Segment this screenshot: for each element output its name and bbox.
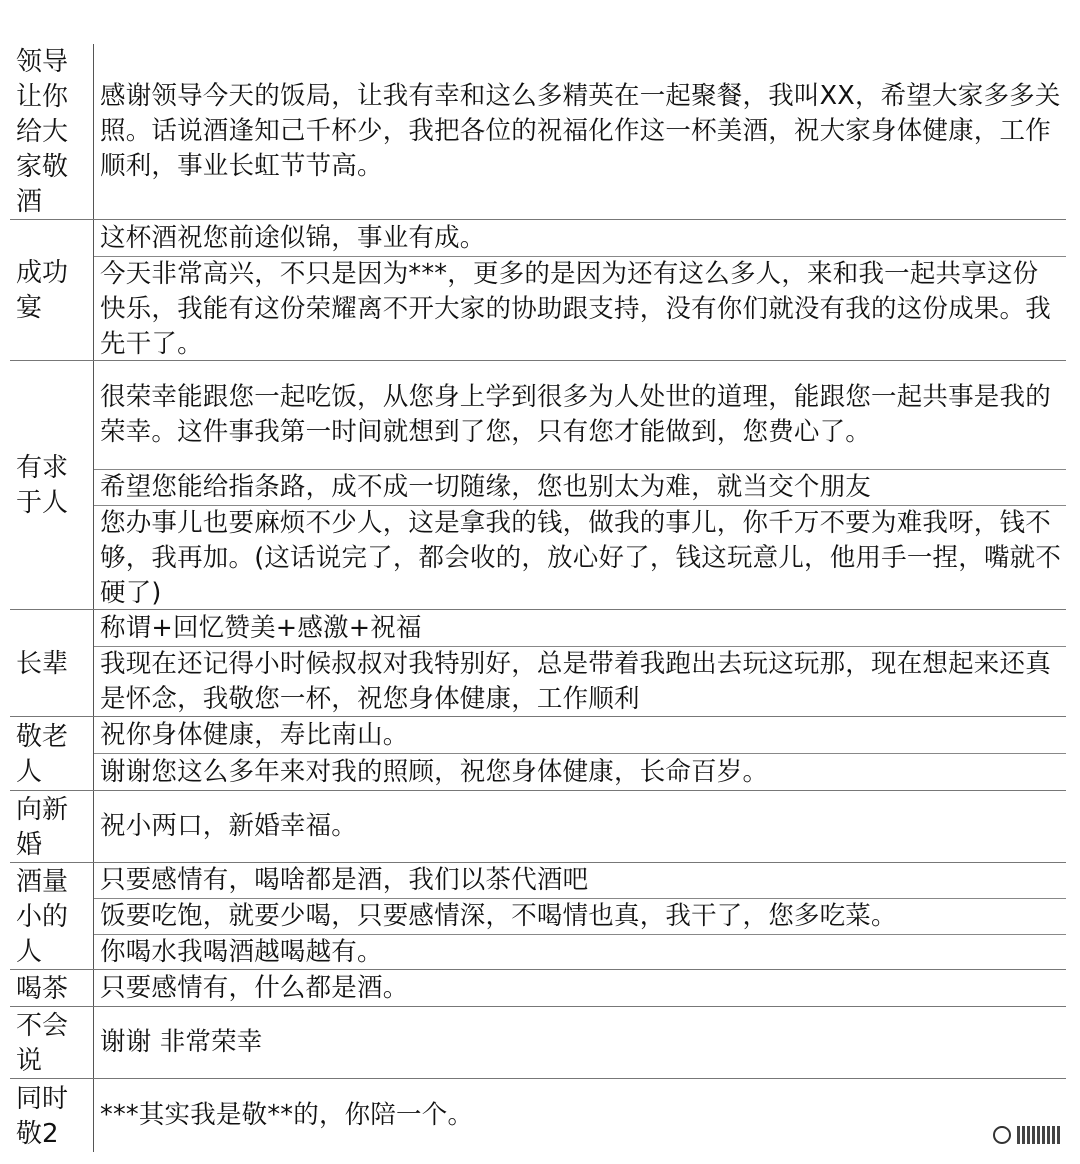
category-cell: 不会说 bbox=[10, 1007, 94, 1078]
toast-text: 只要感情有，喝啥都是酒，我们以茶代酒吧 bbox=[94, 863, 1066, 899]
toast-text: 你喝水我喝酒越喝越有。 bbox=[100, 937, 383, 967]
table-row bbox=[10, 361, 1066, 610]
category-cell: 长辈 bbox=[10, 610, 94, 716]
toast-text: 您办事儿也要麻烦不少人，这是拿我的钱，做我的事儿，你千万不要为难我呀，钱不够，我再加。(这话说完了，都会收的，放心好了，钱这玩意儿，他用手一捏，嘴就不硬了) bbox=[100, 508, 1062, 608]
watermark-logo bbox=[993, 1126, 1060, 1144]
category-cell: 成功宴 bbox=[10, 220, 94, 360]
toast-text: 感谢领导今天的饭局，让我有幸和这么多精英在一起聚餐，我叫XX，希望大家多多关照。话说酒逢知己千杯少，我把各位的祝福化作这一杯美酒，祝大家身体健康，工作顺利，事业长虹节节高。 bbox=[100, 81, 1061, 181]
circle-icon bbox=[993, 1126, 1011, 1144]
toast-text: 今天非常高兴，不只是因为***，更多的是因为还有这么多人，来和我一起共享这份快乐，我能有这份荣耀离不开大家的协助跟支持，没有你们就没有我的这份成果。我先干了。 bbox=[100, 259, 1051, 359]
toast-text: 饭要吃饱，就要少喝，只要感情深，不喝情也真，我干了，您多吃菜。 bbox=[94, 899, 1066, 935]
toast-text: 称谓+回忆赞美+感激+祝福 bbox=[94, 610, 1066, 647]
bars-icon bbox=[1017, 1126, 1060, 1144]
category-cell: 酒量小的人 bbox=[10, 863, 94, 969]
toast-text: 祝小两口，新婚幸福。 bbox=[100, 811, 358, 841]
table-row bbox=[10, 1079, 1066, 1152]
toast-table bbox=[10, 44, 1066, 1152]
toast-text: 这杯酒祝您前途似锦，事业有成。 bbox=[94, 220, 1066, 257]
table-row bbox=[10, 970, 1066, 1007]
toast-text: 我现在还记得小时候叔叔对我特别好，总是带着我跑出去玩这玩那，现在想起来还真是怀念，我敬您一杯，祝您身体健康，工作顺利 bbox=[100, 649, 1051, 714]
table-row bbox=[10, 717, 1066, 791]
table-row bbox=[10, 791, 1066, 863]
toast-text: 祝你身体健康，寿比南山。 bbox=[94, 717, 1066, 754]
table-row bbox=[10, 220, 1066, 361]
toast-text: 希望您能给指条路，成不成一切随缘，您也别太为难，就当交个朋友 bbox=[94, 470, 1066, 506]
table-row bbox=[10, 1007, 1066, 1079]
toast-text: ***其实我是敬**的，你陪一个。 bbox=[100, 1100, 474, 1130]
toast-text: 谢谢您这么多年来对我的照顾，祝您身体健康，长命百岁。 bbox=[100, 756, 769, 787]
category-cell: 领导让你给大家敬酒 bbox=[10, 44, 94, 219]
category-cell: 喝茶 bbox=[10, 970, 94, 1006]
toast-text: 谢谢 非常荣幸 bbox=[100, 1027, 263, 1057]
category-cell: 有求于人 bbox=[10, 361, 94, 609]
category-cell: 同时敬2 bbox=[10, 1079, 94, 1152]
category-cell: 敬老人 bbox=[10, 717, 94, 790]
table-row bbox=[10, 610, 1066, 717]
toast-text: 很荣幸能跟您一起吃饭，从您身上学到很多为人处世的道理，能跟您一起共事是我的荣幸。这件事我第一时间就想到了您，只有您才能做到，您费心了。 bbox=[94, 361, 1066, 470]
table-row bbox=[10, 44, 1066, 220]
table-row bbox=[10, 863, 1066, 970]
toast-text: 只要感情有，什么都是酒。 bbox=[100, 972, 409, 1003]
category-cell: 向新婚 bbox=[10, 791, 94, 862]
